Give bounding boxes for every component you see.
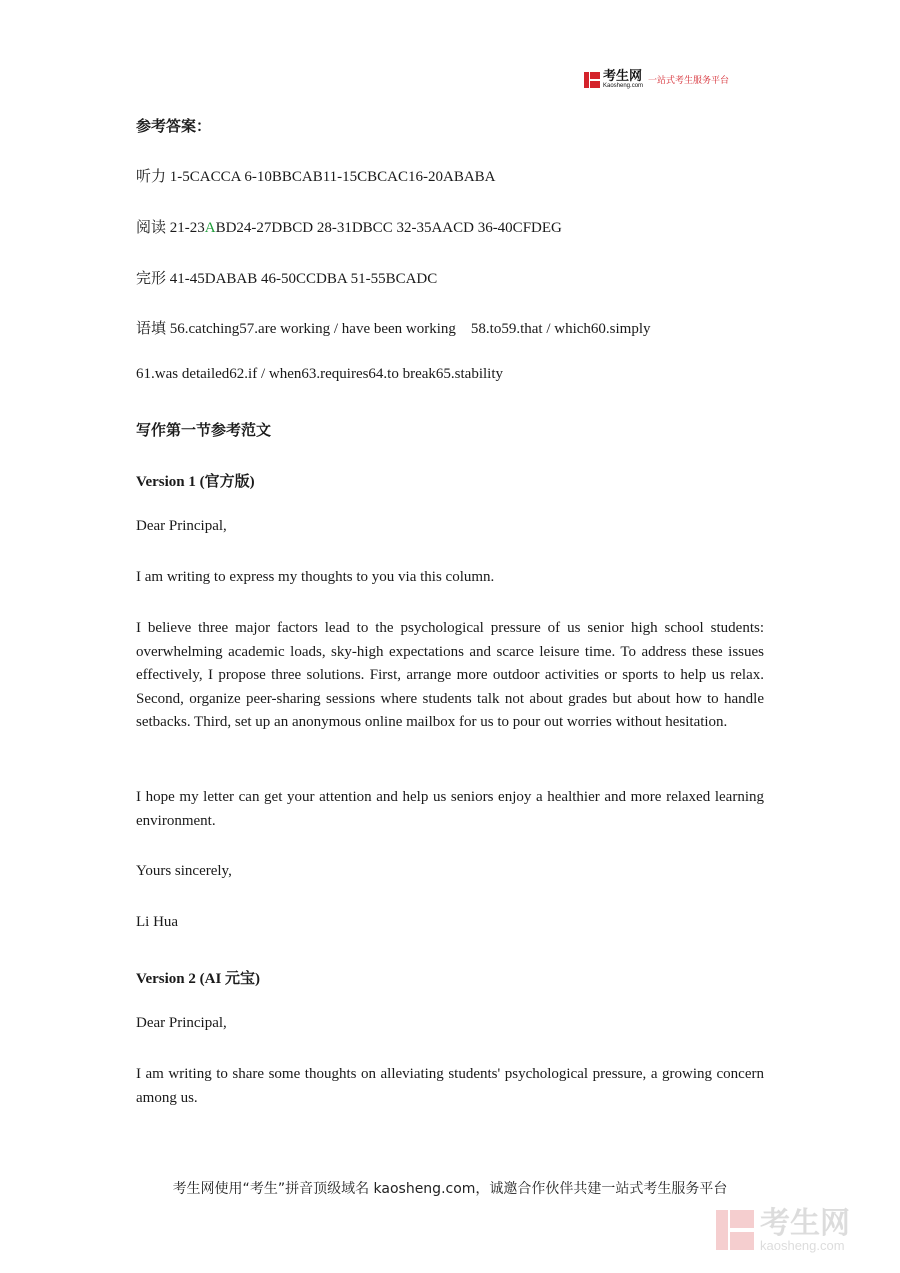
version-1-title: Version 1 (官方版)	[136, 474, 255, 490]
cloze-answers: 完形 41-45DABAB 46-50CCDBA 51-55BCADC	[136, 271, 438, 287]
v2-salutation: Dear Principal,	[136, 1015, 227, 1031]
header-slogan: 一站式考生服务平台	[648, 76, 730, 86]
v1-paragraph-3: I hope my letter can get your attention and help us seniors enjoy a healthier and more relaxed learning environment.	[136, 789, 764, 829]
watermark-mark-icon	[716, 1208, 754, 1252]
reading-answers: 阅读 21-23ABD24-27DBCD 28-31DBCC 32-35AACD 36-40CFDEG	[136, 220, 562, 236]
version-2-title: Version 2 (AI 元宝)	[136, 971, 261, 987]
site-logo	[584, 70, 729, 89]
grammar-fill-answers-line-1: 语填 56.catching57.are working / have been working 58.to59.that / which60.simply	[136, 321, 651, 337]
v2-paragraph-1: I am writing to share some thoughts on alleviating students' psychological pressure, a growing concern among us.	[136, 1066, 764, 1106]
footer-notice: 考生网使用“考生”拼音顶级域名 kaosheng.com，诚邀合作伙伴共建一站式考生服务平台	[172, 1181, 728, 1197]
logo-domain: Kaosheng.com	[603, 83, 644, 89]
v1-paragraph-2: I believe three major factors lead to the psychological pressure of us senior high school students: overwhelming academic loads, sky-high expectations and scarce leisure time. To address these issues effectively, I propose three solutions. First, arrange more outdoor activities or sports to help us relax. Second, organize peer-sharing sessions where students talk not about grades but about how to handle setbacks. Third, set up an anonymous online mailbox for us to pour out worries without hesitation.	[136, 620, 764, 730]
v1-paragraph-1: I am writing to express my thoughts to you via this column.	[136, 569, 495, 585]
answers-heading: 参考答案：	[136, 119, 212, 135]
v1-closing: Yours sincerely,	[136, 863, 232, 879]
logo-mark-icon	[584, 71, 600, 89]
grammar-fill-answers-line-2: 61.was detailed62.if / when63.requires64.to break65.stability	[136, 366, 503, 382]
v1-signature: Li Hua	[136, 914, 179, 930]
v1-salutation: Dear Principal,	[136, 518, 227, 534]
writing-heading: 写作第一节参考范文	[136, 423, 272, 439]
logo-name: 考生网	[603, 69, 643, 84]
listening-answers: 听力 1-5CACCA 6-10BBCAB11-15CBCAC16-20ABABA	[136, 169, 496, 185]
watermark-logo: 考生网 kaosheng.com	[716, 1208, 850, 1252]
highlighted-answer: A	[204, 220, 216, 236]
